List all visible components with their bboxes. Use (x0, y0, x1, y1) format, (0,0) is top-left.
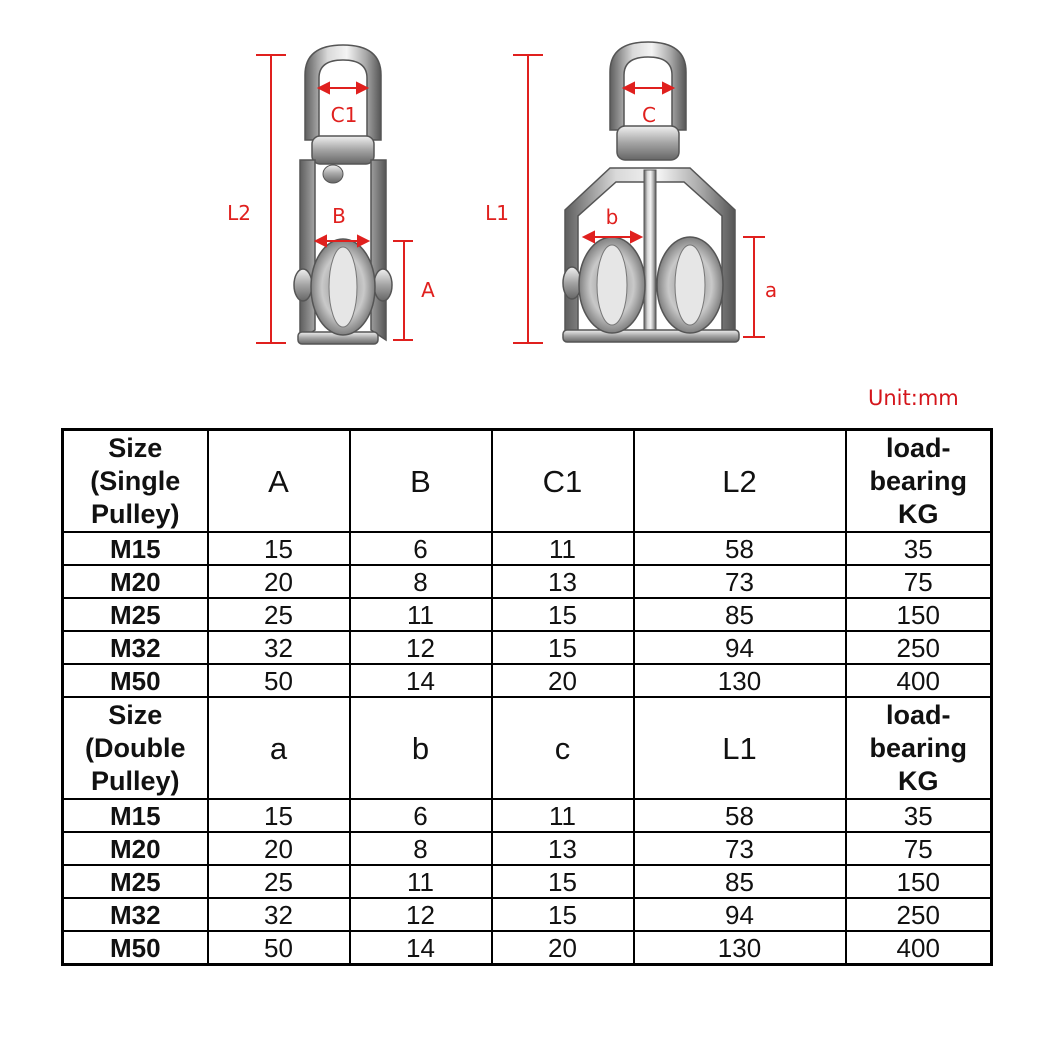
cell-a: 20 (208, 832, 350, 865)
header-load: load- bearing KG (846, 697, 992, 799)
label-b: b (605, 205, 619, 229)
cell-a: 25 (208, 865, 350, 898)
cell-c1: 15 (492, 631, 634, 664)
cell-a: 20 (208, 565, 350, 598)
single-pulley (294, 45, 392, 344)
cell-b: 14 (350, 931, 492, 965)
cell-l1: 94 (634, 898, 846, 931)
cell-size: M50 (63, 664, 208, 697)
label-l1: L1 (485, 201, 509, 225)
cell-l2: 85 (634, 598, 846, 631)
cell-load: 250 (846, 631, 992, 664)
cell-size: M25 (63, 865, 208, 898)
double-header-row (63, 697, 992, 799)
single-sheave-groove (329, 247, 357, 327)
label-c: C (642, 103, 656, 127)
cell-l1: 85 (634, 865, 846, 898)
label-a: a (764, 278, 778, 302)
cell-size: M15 (63, 799, 208, 832)
single-axle-nut-right (374, 269, 392, 301)
cell-b: 6 (350, 532, 492, 565)
cell-load: 400 (846, 664, 992, 697)
single-pulley-section (63, 430, 992, 698)
cell-size: M32 (63, 631, 208, 664)
header-a: a (208, 697, 350, 799)
cell-l1: 58 (634, 799, 846, 832)
header-b: b (350, 697, 492, 799)
single-rivet (323, 165, 343, 183)
cell-c: 20 (492, 931, 634, 965)
cell-b: 14 (350, 664, 492, 697)
cell-l2: 94 (634, 631, 846, 664)
label-B: B (332, 204, 346, 228)
cell-c1: 11 (492, 532, 634, 565)
cell-a: 32 (208, 631, 350, 664)
header-size: Size (Single Pulley) (63, 430, 208, 533)
table-row (63, 898, 992, 931)
label-c1: C1 (330, 103, 358, 127)
cell-load: 150 (846, 598, 992, 631)
cell-l2: 58 (634, 532, 846, 565)
label-A: A (421, 278, 435, 302)
cell-a: 50 (208, 664, 350, 697)
cell-b: 6 (350, 799, 492, 832)
cell-load: 35 (846, 799, 992, 832)
cell-b: 11 (350, 598, 492, 631)
cell-a: 25 (208, 598, 350, 631)
pulley-diagram (0, 0, 1050, 380)
double-frame-divider (644, 170, 656, 338)
cell-a: 15 (208, 532, 350, 565)
label-l2: L2 (227, 201, 251, 225)
cell-size: M50 (63, 931, 208, 965)
double-frame-bottom (563, 330, 739, 342)
table-row (63, 799, 992, 832)
table-row (63, 532, 992, 565)
cell-load: 35 (846, 532, 992, 565)
cell-a: 50 (208, 931, 350, 965)
single-header-row (63, 430, 992, 533)
cell-c1: 20 (492, 664, 634, 697)
cell-load: 150 (846, 865, 992, 898)
cell-load: 250 (846, 898, 992, 931)
cell-l2: 130 (634, 664, 846, 697)
double-sheave-left-groove (597, 245, 627, 325)
header-L2: L2 (634, 430, 846, 533)
cell-size: M32 (63, 898, 208, 931)
unit-label: Unit:mm (868, 386, 959, 410)
cell-l2: 73 (634, 565, 846, 598)
cell-b: 8 (350, 565, 492, 598)
cell-l1: 130 (634, 931, 846, 965)
double-sheave-right-groove (675, 245, 705, 325)
cell-size: M25 (63, 598, 208, 631)
table-row (63, 931, 992, 965)
table-row (63, 664, 992, 697)
header-load: load- bearing KG (846, 430, 992, 533)
cell-a: 32 (208, 898, 350, 931)
header-C1: C1 (492, 430, 634, 533)
cell-size: M20 (63, 832, 208, 865)
header-A: A (208, 430, 350, 533)
table-row (63, 598, 992, 631)
header-size: Size (Double Pulley) (63, 697, 208, 799)
table-row (63, 565, 992, 598)
single-axle-nut (294, 269, 312, 301)
cell-b: 8 (350, 832, 492, 865)
cell-load: 400 (846, 931, 992, 965)
cell-load: 75 (846, 565, 992, 598)
spec-table (61, 428, 993, 966)
cell-l1: 73 (634, 832, 846, 865)
cell-a: 15 (208, 799, 350, 832)
cell-load: 75 (846, 832, 992, 865)
header-B: B (350, 430, 492, 533)
single-swivel-collar (312, 136, 374, 164)
table-row (63, 832, 992, 865)
header-c: c (492, 697, 634, 799)
cell-c1: 13 (492, 565, 634, 598)
cell-c: 13 (492, 832, 634, 865)
cell-c: 15 (492, 898, 634, 931)
table-row (63, 631, 992, 664)
cell-c: 11 (492, 799, 634, 832)
double-swivel-collar (617, 126, 679, 160)
cell-b: 12 (350, 631, 492, 664)
cell-size: M20 (63, 565, 208, 598)
table-row (63, 865, 992, 898)
cell-b: 11 (350, 865, 492, 898)
cell-c: 15 (492, 865, 634, 898)
cell-size: M15 (63, 532, 208, 565)
cell-b: 12 (350, 898, 492, 931)
double-pulley-section (63, 697, 992, 965)
cell-c1: 15 (492, 598, 634, 631)
header-L1: L1 (634, 697, 846, 799)
